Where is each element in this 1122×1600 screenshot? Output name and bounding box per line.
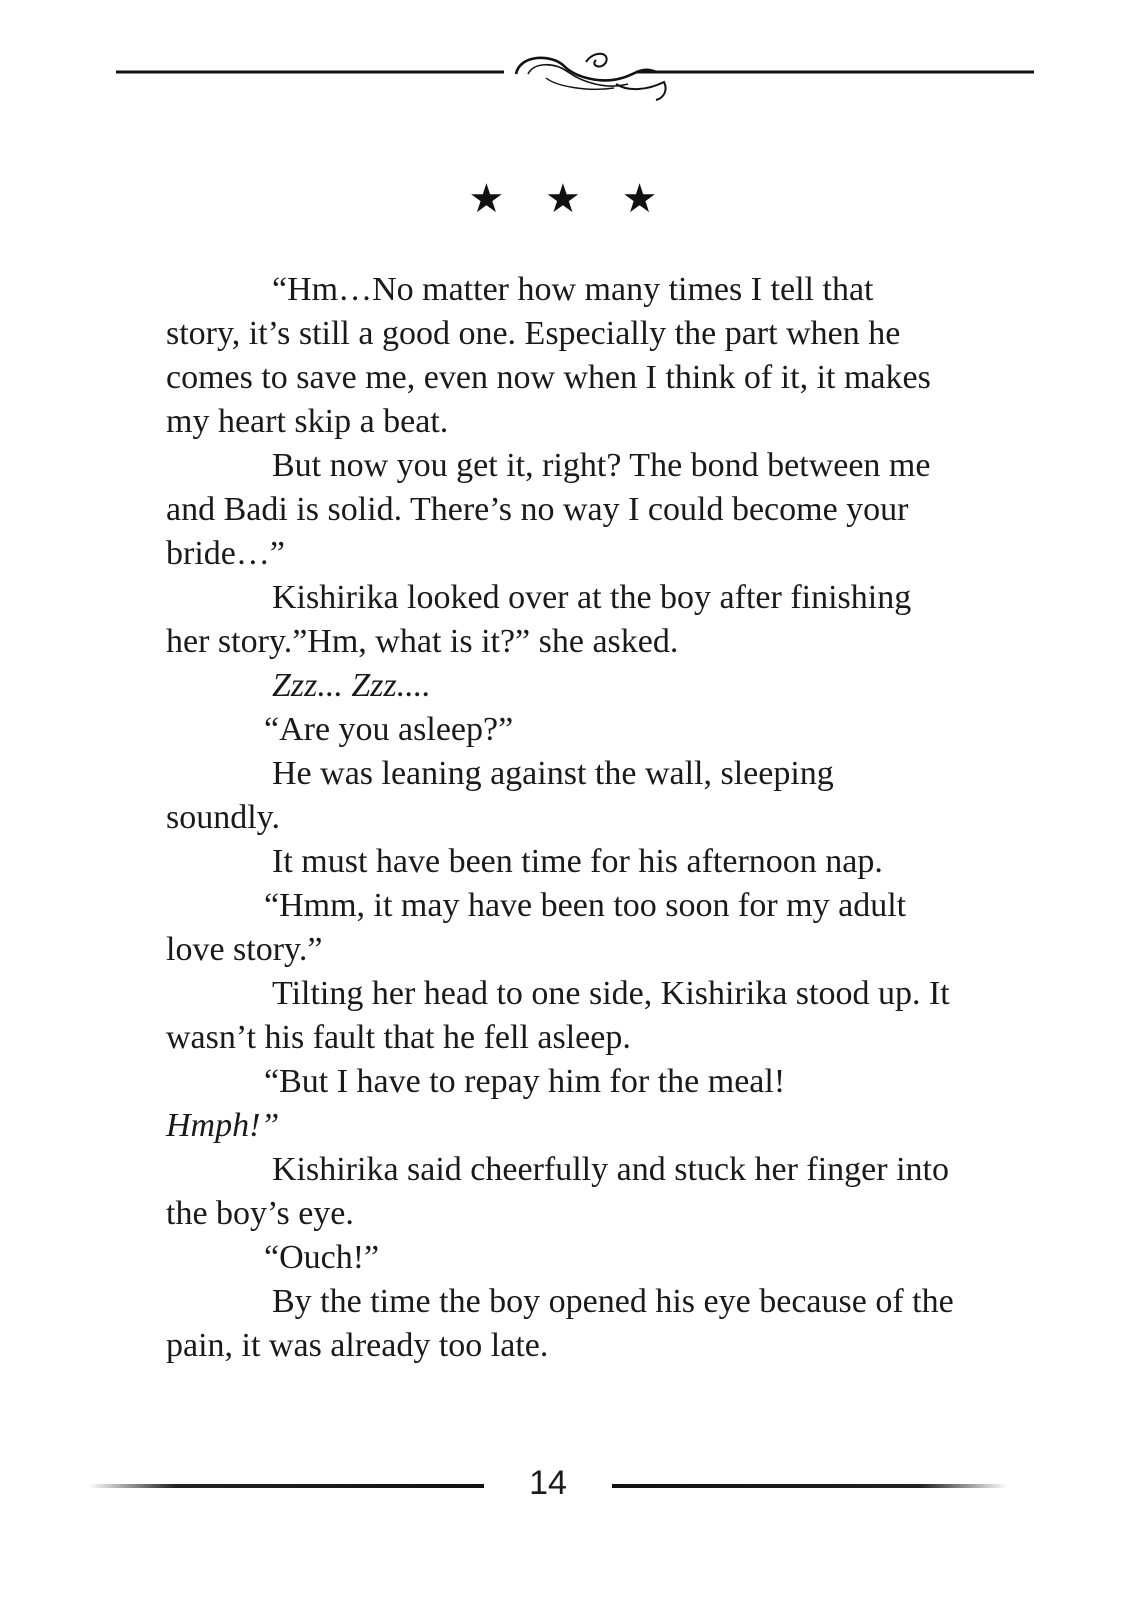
paragraph: By the time the boy opened his eye because of the pain, it was already too late.	[166, 1283, 954, 1364]
three-star-separator-icon: ★ ★ ★	[468, 176, 672, 222]
paragraph: But now you get it, right? The bond between me and Badi is solid. There’s no way I could become your bride…”	[166, 447, 931, 572]
paragraph: Kishirika said cheerfully and stuck her finger into the boy’s eye.	[166, 1151, 949, 1232]
paragraph: It must have been time for his afternoon nap.	[272, 843, 883, 880]
paragraph: Zzz... Zzz....	[272, 667, 431, 704]
body-text	[166, 268, 956, 1368]
paragraph: Tilting her head to one side, Kishirika stood up. It wasn’t his fault that he fell asleep.	[166, 975, 950, 1056]
paragraph: “Hm…No matter how many times I tell that story, it’s still a good one. Especially the part when he comes to save me, even now when I think of it, it makes my heart skip a beat.	[166, 271, 931, 440]
paragraph: “Hmm, it may have been too soon for my adult love story.”	[166, 887, 907, 968]
paragraph: “Are you asleep?”	[264, 711, 514, 748]
page-number: 14	[529, 1464, 567, 1502]
page-footer	[88, 1462, 1008, 1512]
paragraph: “Ouch!”	[264, 1239, 380, 1276]
footer-rule-right	[612, 1484, 1008, 1488]
paragraph: Hmph!”	[166, 1107, 280, 1144]
flourish-divider-icon	[116, 48, 1034, 108]
paragraph: Kishirika looked over at the boy after finishing her story.”Hm, what is it?” she asked.	[166, 579, 912, 660]
paragraph: He was leaning against the wall, sleeping soundly.	[166, 755, 834, 836]
paragraph: “But I have to repay him for the meal!	[264, 1063, 786, 1100]
